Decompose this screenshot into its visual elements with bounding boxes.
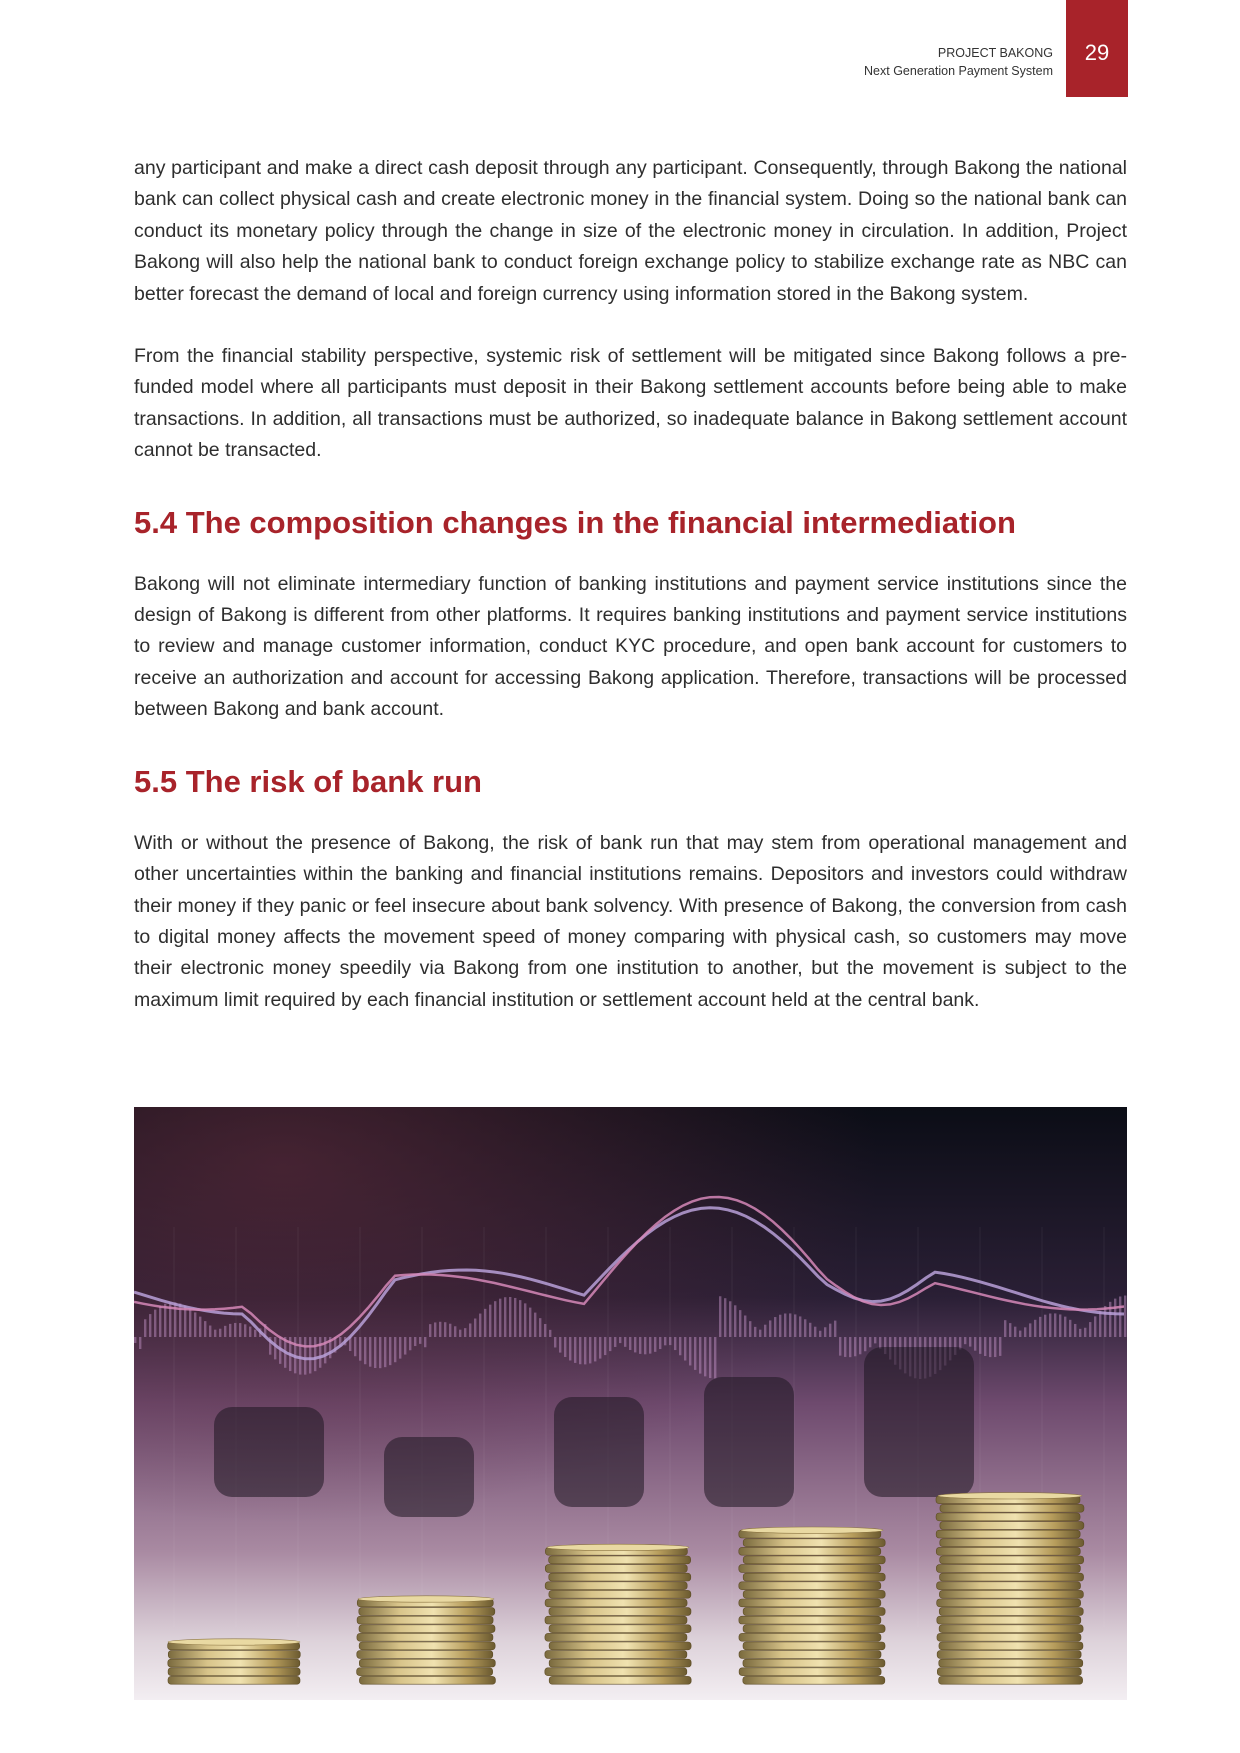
page-number: 29	[1084, 40, 1110, 65]
coin	[357, 1651, 493, 1659]
coin	[359, 1676, 495, 1684]
coin-stack	[545, 1544, 691, 1684]
coin	[357, 1668, 493, 1676]
coin-stacks-photo	[134, 1107, 1127, 1700]
coin-top	[358, 1596, 494, 1602]
coin	[940, 1504, 1084, 1512]
coin	[545, 1582, 687, 1590]
coin	[936, 1530, 1080, 1538]
coin	[940, 1522, 1084, 1530]
coin	[357, 1633, 493, 1641]
coin	[359, 1608, 495, 1616]
coin	[739, 1651, 881, 1659]
coin	[739, 1582, 881, 1590]
coin	[739, 1565, 881, 1573]
coin	[549, 1573, 691, 1581]
coin	[939, 1642, 1083, 1650]
coin	[937, 1651, 1081, 1659]
coin-top	[938, 1493, 1082, 1499]
coin	[545, 1565, 687, 1573]
header-subtitle: Next Generation Payment System	[864, 64, 1053, 78]
coin-top	[741, 1527, 883, 1533]
coin	[743, 1676, 885, 1684]
paragraph-financial-stability: From the financial stability perspective, systemic risk of settlement will be mitigated since Bakong follows a pre-funded model where all participants must deposit in their Bakong settlement accounts before being able to make transactions. In addition, all transactions must be authorized, so inadequate balance in Bakong settlement account cannot be transacted.	[134, 345, 1127, 462]
coin	[168, 1676, 300, 1684]
paragraph-bank-run: With or without the presence of Bakong, the risk of bank run that may stem from operational management and other uncertainties within the banking and financial institutions remains. Depositors and investors could withdraw their money if they panic or feel insecure about bank solvency. With presence of Bakong, the conversion from cash to digital money affects the movement speed of money comparing with physical cash, so customers may move their electronic money speedily via Bakong from one institution to another, but the movement is subject to the maximum limit required by each financial institution or settlement account held at the central bank.	[134, 831, 1127, 1011]
coin	[937, 1633, 1081, 1641]
coin	[168, 1659, 300, 1667]
coin	[357, 1616, 493, 1624]
coin	[549, 1625, 691, 1633]
coin	[936, 1513, 1080, 1521]
paragraph-intermediation: Bakong will not eliminate intermediary function of banking institutions and payment service institutions since the design of Bakong is different from other platforms. It requires banking institutions and payment service institutions to review and manage customer information, conduct KYC procedure, and open bank account for customers to receive an authorization and account for accessing Bakong application. Therefore, transactions will be processed between Bakong and bank account.	[134, 572, 1127, 721]
coin-top	[168, 1639, 300, 1645]
coin	[743, 1590, 885, 1598]
coin	[359, 1659, 495, 1667]
coin	[937, 1599, 1081, 1607]
coin	[549, 1676, 691, 1684]
coin	[545, 1651, 687, 1659]
coin	[940, 1573, 1084, 1581]
coin	[743, 1556, 885, 1564]
coin	[743, 1659, 885, 1667]
paragraph-monetary-policy: any participant and make a direct cash deposit through any participant. Consequently, through Bakong the national bank can collect physical cash and create electronic money in the financial system. Doing so the national bank can conduct its monetary policy through the change in size of the electronic money in circulation. In addition, Project Bakong will also help the national bank to conduct foreign exchange policy to stabilize exchange rate as NBC can better forecast the demand of local and foreign currency using information stored in the Bakong system.	[134, 157, 1127, 305]
coin	[939, 1676, 1083, 1684]
coin	[549, 1590, 691, 1598]
coin-stack	[739, 1527, 885, 1684]
coin	[940, 1539, 1084, 1547]
coin	[168, 1651, 300, 1659]
coin	[739, 1633, 881, 1641]
coin	[359, 1642, 495, 1650]
coin	[743, 1625, 885, 1633]
running-header	[864, 44, 1053, 80]
coin	[739, 1599, 881, 1607]
header-title: PROJECT BAKONG	[937, 46, 1053, 60]
main-content	[134, 153, 1127, 1016]
coin	[545, 1633, 687, 1641]
coin	[936, 1565, 1080, 1573]
coin	[939, 1590, 1083, 1598]
coin	[743, 1539, 885, 1547]
coin	[937, 1582, 1081, 1590]
coin	[545, 1668, 687, 1676]
page-number-tab	[1066, 0, 1128, 97]
section-heading-5-5: 5.5 The risk of bank run	[134, 763, 482, 799]
coin	[939, 1625, 1083, 1633]
coin	[549, 1556, 691, 1564]
coin	[743, 1573, 885, 1581]
coin-stack	[168, 1639, 301, 1684]
coin	[359, 1625, 495, 1633]
coin	[940, 1556, 1084, 1564]
coin	[743, 1608, 885, 1616]
coin	[939, 1608, 1083, 1616]
coin	[549, 1659, 691, 1667]
coin	[739, 1616, 881, 1624]
coin	[739, 1668, 881, 1676]
coin-stacks-illustration	[134, 1107, 1127, 1700]
coin	[937, 1616, 1081, 1624]
coin	[939, 1659, 1083, 1667]
section-heading-5-4: 5.4 The composition changes in the financial intermediation	[134, 504, 1016, 540]
coin-stack	[936, 1493, 1084, 1685]
coin	[936, 1547, 1080, 1555]
coin-stack	[357, 1596, 496, 1684]
coin	[545, 1616, 687, 1624]
coin	[549, 1642, 691, 1650]
coin	[739, 1547, 881, 1555]
coin	[937, 1668, 1081, 1676]
coin-top	[547, 1544, 689, 1550]
coin	[549, 1608, 691, 1616]
coin	[743, 1642, 885, 1650]
coin	[545, 1599, 687, 1607]
coin	[168, 1668, 300, 1676]
